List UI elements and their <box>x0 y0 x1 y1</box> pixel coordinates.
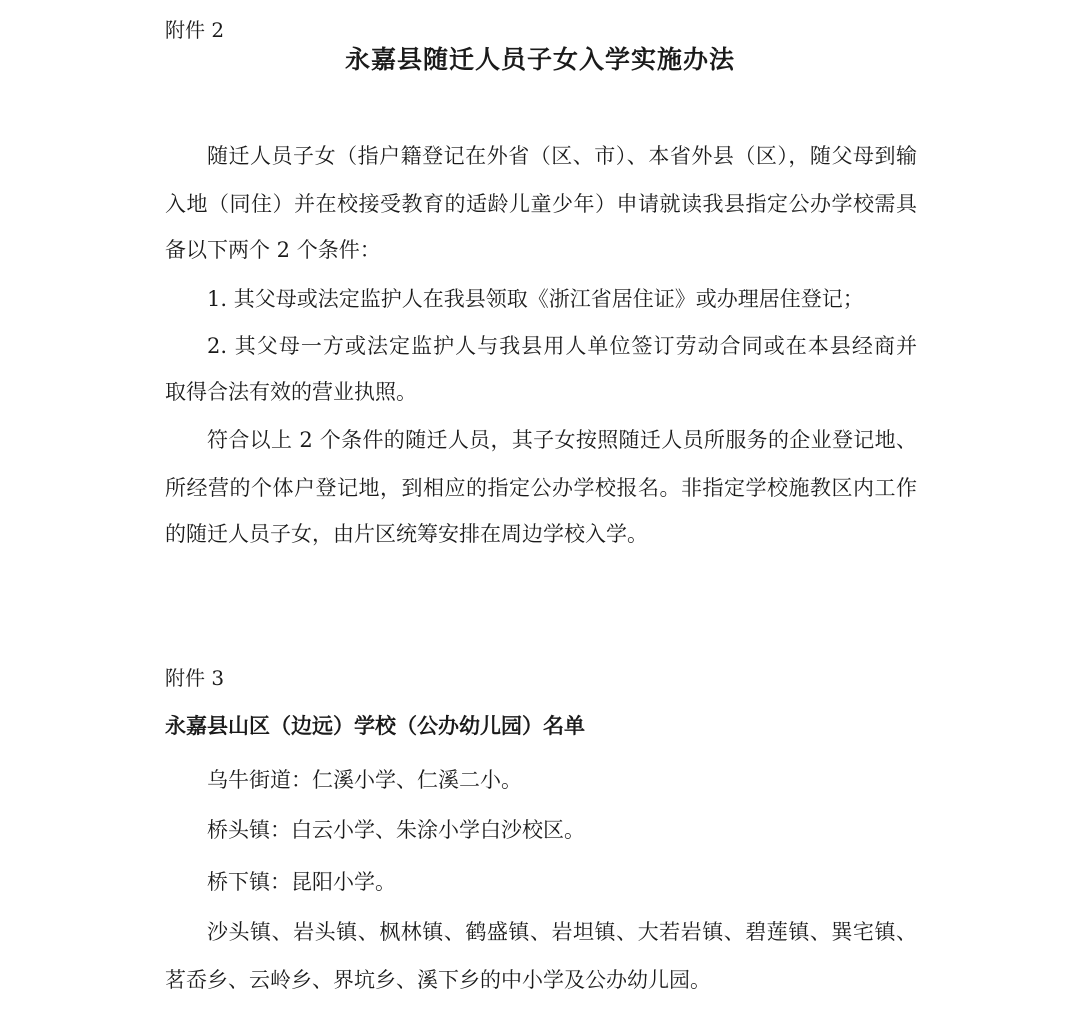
list-item: 桥下镇：昆阳小学。 <box>207 870 396 894</box>
paragraph-line: 随迁人员子女（指户籍登记在外省（区、市）、本省外县（区），随父母到输 <box>207 144 917 168</box>
paragraph-line: 所经营的个体户登记地，到相应的指定公办学校报名。非指定学校施教区内工作 <box>165 476 917 500</box>
condition-item-1: 1. 其父母或法定监护人在我县领取《浙江省居住证》或办理居住登记； <box>207 287 864 311</box>
paragraph-line: 的随迁人员子女，由片区统筹安排在周边学校入学。 <box>165 522 648 546</box>
paragraph-line: 茗岙乡、云岭乡、界坑乡、溪下乡的中小学及公办幼儿园。 <box>165 968 711 992</box>
paragraph-line: 符合以上 2 个条件的随迁人员，其子女按照随迁人员所服务的企业登记地、 <box>207 428 917 452</box>
annex-2-label: 附件 2 <box>165 18 225 42</box>
paragraph-line: 备以下两个 2 个条件： <box>165 238 381 262</box>
paragraph-line: 取得合法有效的营业执照。 <box>165 380 417 404</box>
paragraph-line: 2. 其父母一方或法定监护人与我县用人单位签订劳动合同或在本县经商并 <box>207 334 917 358</box>
paragraph-line: 入地（同住）并在校接受教育的适龄儿童少年）申请就读我县指定公办学校需具 <box>165 192 917 216</box>
annex-3-title: 永嘉县山区（边远）学校（公办幼儿园）名单 <box>165 713 585 738</box>
list-item: 桥头镇：白云小学、朱涂小学白沙校区。 <box>207 818 585 842</box>
paragraph-line: 沙头镇、岩头镇、枫林镇、鹤盛镇、岩坦镇、大若岩镇、碧莲镇、巽宅镇、 <box>207 920 917 944</box>
annex-3-label: 附件 3 <box>165 666 225 690</box>
annex-2-title: 永嘉县随迁人员子女入学实施办法 <box>344 45 735 74</box>
list-item: 乌牛街道：仁溪小学、仁溪二小。 <box>207 768 522 792</box>
